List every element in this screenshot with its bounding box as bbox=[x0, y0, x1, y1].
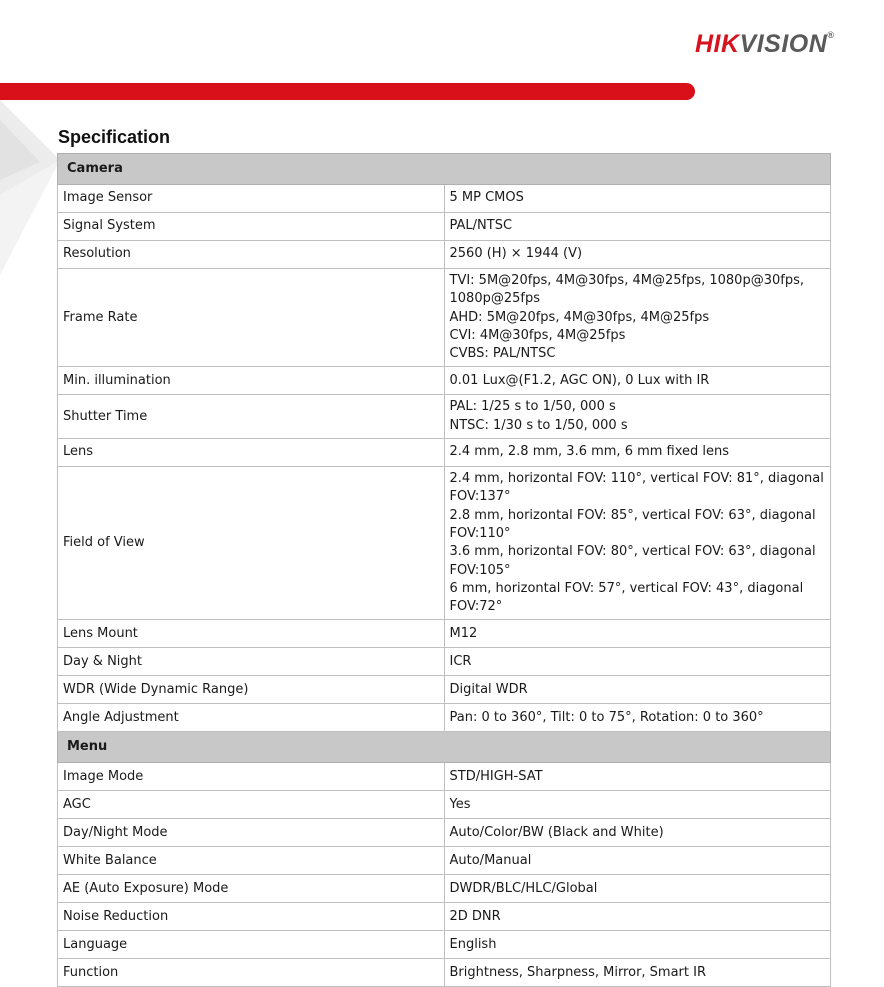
page-title: Specification bbox=[58, 127, 171, 147]
row-value bbox=[444, 931, 831, 959]
section-header-camera bbox=[58, 154, 831, 185]
row-value bbox=[444, 875, 831, 903]
table-row bbox=[58, 439, 831, 467]
value-line: PAL/NTSC bbox=[449, 218, 513, 234]
value-line: 5 MP CMOS bbox=[449, 190, 524, 206]
row-label: Resolution bbox=[58, 241, 445, 269]
table-row bbox=[58, 791, 831, 819]
row-value bbox=[444, 620, 831, 648]
row-label: White Balance bbox=[58, 847, 445, 875]
row-label: Lens Mount bbox=[58, 620, 445, 648]
row-value bbox=[444, 269, 831, 367]
table-row bbox=[58, 467, 831, 620]
row-label: Min. illumination bbox=[58, 367, 445, 395]
value-line: 0.01 Lux@(F1.2, AGC ON), 0 Lux with IR bbox=[449, 372, 710, 388]
row-value bbox=[444, 847, 831, 875]
value-line: STD/HIGH-SAT bbox=[449, 768, 543, 784]
row-label: AGC bbox=[58, 791, 445, 819]
value-line: ICR bbox=[449, 653, 472, 669]
table-row bbox=[58, 931, 831, 959]
row-label: Field of View bbox=[58, 467, 445, 620]
value-line: CVBS: PAL/NTSC bbox=[449, 346, 556, 362]
row-label: Day/Night Mode bbox=[58, 819, 445, 847]
table-row bbox=[58, 875, 831, 903]
value-line: 2D DNR bbox=[449, 908, 501, 924]
table-row bbox=[58, 847, 831, 875]
row-value bbox=[444, 467, 831, 620]
value-line: Digital WDR bbox=[449, 681, 528, 697]
table-row bbox=[58, 903, 831, 931]
value-line: AHD: 5M@20fps, 4M@30fps, 4M@25fps bbox=[449, 309, 710, 325]
row-value bbox=[444, 213, 831, 241]
table-row bbox=[58, 704, 831, 732]
table-row bbox=[58, 213, 831, 241]
row-value bbox=[444, 903, 831, 931]
table-row bbox=[58, 819, 831, 847]
row-value bbox=[444, 241, 831, 269]
section-header-menu bbox=[58, 732, 831, 763]
value-line: 2560 (H) × 1944 (V) bbox=[449, 246, 583, 262]
row-label: Function bbox=[58, 959, 445, 987]
value-line: English bbox=[449, 936, 497, 952]
row-label: Lens bbox=[58, 439, 445, 467]
value-line: NTSC: 1/30 s to 1/50, 000 s bbox=[449, 417, 628, 433]
value-line: CVI: 4M@30fps, 4M@25fps bbox=[449, 327, 626, 343]
section-title: Menu bbox=[58, 732, 831, 763]
value-line: M12 bbox=[449, 625, 478, 641]
row-label: Frame Rate bbox=[58, 269, 445, 367]
section-title: Camera bbox=[58, 154, 831, 185]
row-value bbox=[444, 819, 831, 847]
row-label: Image Sensor bbox=[58, 185, 445, 213]
specification-table bbox=[57, 153, 831, 987]
row-label: Image Mode bbox=[58, 763, 445, 791]
table-row bbox=[58, 241, 831, 269]
value-line: 3.6 mm, horizontal FOV: 80°, vertical FOV: 63°, diagonal FOV:105° bbox=[449, 544, 816, 578]
table-row bbox=[58, 269, 831, 367]
row-label: Signal System bbox=[58, 213, 445, 241]
value-line: Auto/Manual bbox=[449, 852, 532, 868]
row-label: Shutter Time bbox=[58, 395, 445, 439]
table-row bbox=[58, 648, 831, 676]
row-value bbox=[444, 704, 831, 732]
row-value bbox=[444, 676, 831, 704]
value-line: 6 mm, horizontal FOV: 57°, vertical FOV: 43°, diagonal FOV:72° bbox=[449, 580, 804, 615]
logo-text-hik: HIK bbox=[695, 30, 740, 58]
value-line: Yes bbox=[449, 796, 471, 812]
table-row bbox=[58, 676, 831, 704]
value-line: 2.8 mm, horizontal FOV: 85°, vertical FOV: 63°, diagonal FOV:110° bbox=[449, 507, 816, 541]
row-label: Language bbox=[58, 931, 445, 959]
decorative-star-shape bbox=[0, 100, 64, 280]
table-row bbox=[58, 763, 831, 791]
row-value bbox=[444, 367, 831, 395]
table-row bbox=[58, 620, 831, 648]
row-value bbox=[444, 763, 831, 791]
row-label: Day & Night bbox=[58, 648, 445, 676]
row-value bbox=[444, 395, 831, 439]
row-label: AE (Auto Exposure) Mode bbox=[58, 875, 445, 903]
value-line: Brightness, Sharpness, Mirror, Smart IR bbox=[449, 964, 707, 980]
row-label: Angle Adjustment bbox=[58, 704, 445, 732]
row-value bbox=[444, 185, 831, 213]
row-value bbox=[444, 439, 831, 467]
row-value bbox=[444, 648, 831, 676]
table-row bbox=[58, 185, 831, 213]
hikvision-logo bbox=[695, 30, 834, 59]
logo-text-vision: VISION bbox=[739, 30, 828, 58]
logo-registered-mark: ® bbox=[827, 30, 835, 40]
value-line: Pan: 0 to 360°, Tilt: 0 to 75°, Rotation: 0 to 360° bbox=[449, 709, 764, 725]
row-value bbox=[444, 959, 831, 987]
table-row bbox=[58, 395, 831, 439]
table-row bbox=[58, 367, 831, 395]
value-line: PAL: 1/25 s to 1/50, 000 s bbox=[449, 399, 616, 415]
value-line: Auto/Color/BW (Black and White) bbox=[449, 824, 664, 840]
value-line: 2.4 mm, horizontal FOV: 110°, vertical FOV: 81°, diagonal FOV:137° bbox=[449, 471, 824, 505]
row-label: WDR (Wide Dynamic Range) bbox=[58, 676, 445, 704]
value-line: TVI: 5M@20fps, 4M@30fps, 4M@25fps, 1080p@30fps, 1080p@25fps bbox=[449, 273, 804, 307]
value-line: DWDR/BLC/HLC/Global bbox=[449, 880, 598, 896]
row-value bbox=[444, 791, 831, 819]
row-label: Noise Reduction bbox=[58, 903, 445, 931]
header-red-bar bbox=[0, 83, 695, 100]
value-line: 2.4 mm, 2.8 mm, 3.6 mm, 6 mm fixed lens bbox=[449, 444, 730, 460]
table-row bbox=[58, 959, 831, 987]
